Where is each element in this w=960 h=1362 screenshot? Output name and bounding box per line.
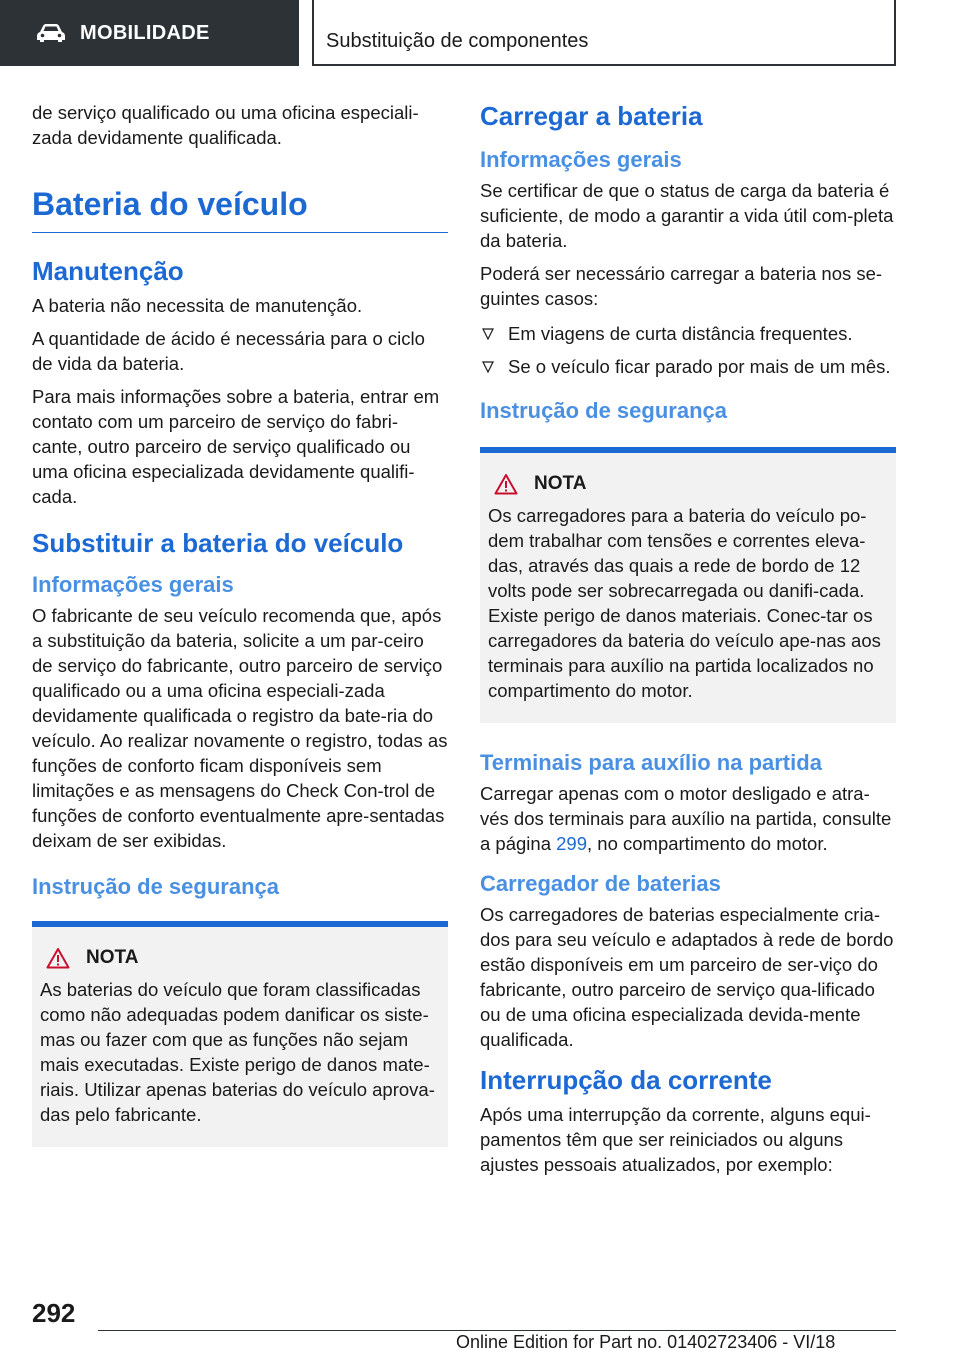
heading-battery: Bateria do veículo bbox=[32, 184, 448, 233]
intro-paragraph: de serviço qualificado ou uma oficina especiali-zada devidamente qualificada. bbox=[32, 102, 419, 148]
warning-icon bbox=[46, 947, 70, 969]
maintenance-p2: A quantidade de ácido é necessária para o ciclo de vida da bateria. bbox=[32, 328, 425, 374]
list-item: Se o veículo ficar parado por mais de um mês. bbox=[480, 354, 896, 379]
heading-battery-charger: Carregador de baterias bbox=[480, 871, 721, 896]
maintenance-p3: Para mais informações sobre a bateria, entrar em contato com um parceiro de serviço do fabri-cante, outro parceiro de serviço qualificado ou uma oficina especializada devidamente qualifi-cada. bbox=[32, 386, 440, 507]
right-column bbox=[480, 100, 896, 1185]
heading-replace-battery: Substituir a bateria do veículo bbox=[32, 528, 404, 558]
note-box-right bbox=[480, 447, 896, 723]
heading-general-info-right: Informações gerais bbox=[480, 147, 682, 172]
heading-general-info: Informações gerais bbox=[32, 572, 234, 597]
maintenance-p1: A bateria não necessita de manutenção. bbox=[32, 295, 363, 316]
note-text: As baterias do veículo que foram classificadas como não adequadas podem danificar os siste-mas ou fazer com que as funções não sejam mais executadas. Existe perigo de danos mate-riais. Utilizar apenas baterias do veículo aprova-das pelo fabricante. bbox=[40, 979, 435, 1125]
warning-icon bbox=[494, 473, 518, 495]
page-number: 292 bbox=[32, 1298, 76, 1328]
list-item: Em viagens de curta distância frequentes. bbox=[480, 321, 896, 346]
general-info-paragraph: O fabricante de seu veículo recomenda que, após a substituição da bateria, solicite a um par-ceiro de serviço do fabricante, outro parceiro de serviço qualificado ou a uma oficina especiali-zada devidamente qualificada o registro da bate-ria do veículo. Ao realizar novamente o registro, todas as funções de conforto ficam disponíveis sem limitações e as mensagens do Check Con-trol de funções de conforto eventualmente apre-sentadas deixam de ser exibidas. bbox=[32, 605, 448, 851]
power-interruption-paragraph: Após uma interrupção da corrente, alguns equi-pamentos têm que ser reiniciados ou alguns ajustes pessoais atualizados, por exemplo: bbox=[480, 1104, 871, 1175]
note-label: NOTA bbox=[86, 947, 139, 968]
note-label-right: NOTA bbox=[534, 473, 587, 494]
charge-cases-list bbox=[480, 321, 896, 379]
heading-maintenance: Manutenção bbox=[32, 256, 184, 286]
left-column bbox=[32, 100, 448, 1165]
car-icon bbox=[36, 23, 66, 43]
note-box bbox=[32, 921, 448, 1147]
heading-safety: Instrução de segurança bbox=[32, 874, 279, 899]
triangle-bullet-icon bbox=[482, 328, 494, 340]
heading-power-interruption: Interrupção da corrente bbox=[480, 1065, 772, 1095]
chapter-title: Substituição de componentes bbox=[326, 30, 589, 52]
charge-info-p2: Poderá ser necessário carregar a bateria nos se-guintes casos: bbox=[480, 263, 883, 309]
section-tab bbox=[0, 0, 299, 66]
edition-footer: Online Edition for Part no. 01402723406 - VI/18 bbox=[456, 1332, 836, 1352]
note-text-right: Os carregadores para a bateria do veículo po-dem trabalhar com tensões e correntes eleva-das, através das quais a rede de bordo de 12 volts pode ser sobrecarregada ou danifi-cada. Existe perigo de danos materiais. Conec-tar os carregadores da bateria do veículo ape-nas aos terminais para auxílio na partida localizados no compartimento do motor. bbox=[488, 505, 881, 701]
battery-charger-paragraph: Os carregadores de baterias especialmente cria-dos para seu veículo e adaptados à rede de bordo estão disponíveis em um parceiro de ser-viço do fabricante, outro parceiro de serviço qua-lificado ou de uma oficina especializada devida-mente qualificada. bbox=[480, 904, 894, 1050]
triangle-bullet-icon bbox=[482, 361, 494, 373]
charge-info-p1: Se certificar de que o status de carga da bateria é suficiente, de modo a garantir a vida útil com-pleta da bateria. bbox=[480, 180, 894, 251]
note-header bbox=[40, 947, 440, 969]
footer-divider bbox=[98, 1330, 896, 1331]
heading-safety-right: Instrução de segurança bbox=[480, 398, 727, 423]
page-link-299[interactable]: 299 bbox=[556, 833, 587, 854]
heading-jump-terminals: Terminais para auxílio na partida bbox=[480, 750, 822, 775]
section-title: MOBILIDADE bbox=[80, 21, 210, 44]
note-header-right bbox=[488, 473, 888, 495]
chapter-header bbox=[312, 0, 896, 66]
heading-charge-battery: Carregar a bateria bbox=[480, 101, 703, 131]
jump-terminals-paragraph: Carregar apenas com o motor desligado e atra-vés dos terminais para auxílio na partida, consulte a página 299, no compartimento do motor. bbox=[480, 783, 892, 854]
